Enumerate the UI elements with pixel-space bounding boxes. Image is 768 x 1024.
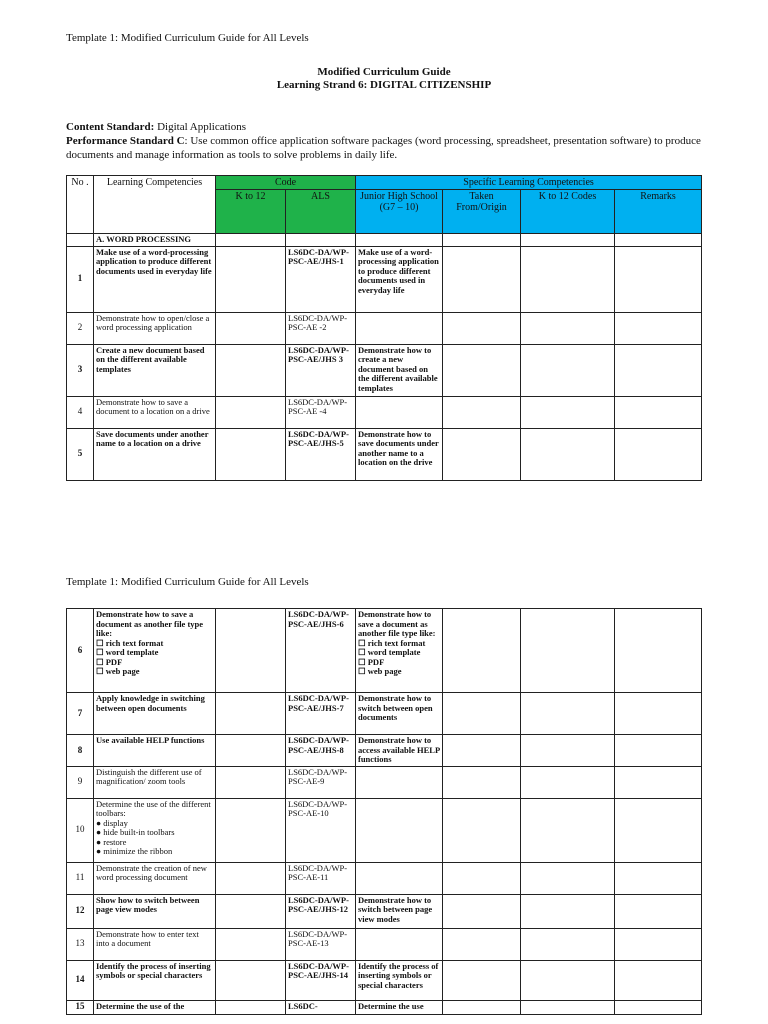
cell-learning-competency-text: Show how to switch between page view modes xyxy=(96,894,200,914)
cell-k12-codes xyxy=(521,396,615,428)
page-header-2: Template 1: Modified Curriculum Guide for All Levels xyxy=(66,576,309,588)
cell-k12 xyxy=(216,1000,286,1014)
option-item: ☐ rich text format xyxy=(96,637,164,648)
table-row xyxy=(67,312,702,344)
cell-learning-competency-text: Demonstrate the creation of new word processing document xyxy=(96,862,207,882)
table-row xyxy=(67,1000,702,1014)
cell-k12-codes xyxy=(521,312,615,344)
cell-als-code xyxy=(286,928,356,960)
cell-k12 xyxy=(216,693,286,735)
cell-no xyxy=(67,312,94,344)
cell-k12 xyxy=(216,766,286,798)
cell-learning-competency-text: Demonstrate how to enter text into a document xyxy=(96,928,199,948)
cell-k12 xyxy=(216,428,286,480)
cell-learning-competency xyxy=(94,894,216,928)
cell-no-text: 11 xyxy=(75,872,85,883)
cell-no-text: 1 xyxy=(77,273,83,284)
table-row xyxy=(67,396,702,428)
performance-standard xyxy=(66,134,706,162)
table-row xyxy=(67,735,702,767)
cell-no xyxy=(67,735,94,767)
table-row xyxy=(67,609,702,693)
cell-no xyxy=(67,960,94,1000)
cell-taken-from xyxy=(443,928,521,960)
cell-jhs xyxy=(356,928,443,960)
cell-jhs-text: Demonstrate how to switch between open documents xyxy=(358,693,433,722)
table-row xyxy=(67,894,702,928)
cell-learning-competency xyxy=(94,862,216,894)
cell-jhs xyxy=(356,766,443,798)
curriculum-table-2 xyxy=(66,608,702,1015)
cell-k12-codes xyxy=(521,428,615,480)
cell-learning-competency xyxy=(94,246,216,312)
cell-jhs xyxy=(356,735,443,767)
cell-no-text: 2 xyxy=(77,322,83,333)
cell-als-code xyxy=(286,428,356,480)
cell-k12-codes xyxy=(521,246,615,312)
cell-learning-competency xyxy=(94,312,216,344)
cell-als-code xyxy=(286,312,356,344)
cell-k12 xyxy=(216,960,286,1000)
cell-k12 xyxy=(216,344,286,396)
cell-k12-codes xyxy=(521,928,615,960)
document-title: Modified Curriculum Guide xyxy=(317,66,451,78)
cell-als-code xyxy=(286,396,356,428)
cell-no xyxy=(67,1000,94,1014)
cell-no-text: 9 xyxy=(77,776,83,787)
cell-no-text: 5 xyxy=(77,448,83,459)
cell-no-text: 14 xyxy=(75,974,85,985)
cell-jhs-text: Determine the use xyxy=(358,1000,424,1011)
cell-jhs xyxy=(356,693,443,735)
cell-als-code-text: LS6DC-DA/WP-PSC-AE/JHS-12 xyxy=(288,894,349,914)
cell-k12-codes xyxy=(521,1000,615,1014)
cell-k12-codes xyxy=(521,609,615,693)
cell-learning-competency-text: Determine the use of the different toolbars: xyxy=(96,798,211,818)
cell-jhs-text: Make use of a word-processing application to produce different documents used in everyday life xyxy=(358,246,439,295)
cell-taken-from xyxy=(443,735,521,767)
cell-no xyxy=(67,894,94,928)
cell-remarks xyxy=(615,396,702,428)
cell-learning-competency-text: Use available HELP functions xyxy=(96,735,205,745)
cell-remarks xyxy=(615,766,702,798)
cell-jhs-text: Demonstrate how to switch between page view modes xyxy=(358,894,433,924)
cell-learning-competency-text: Demonstrate how to save a document to a location on a drive xyxy=(96,396,210,416)
cell-k12 xyxy=(216,928,286,960)
cell-jhs xyxy=(356,246,443,312)
header-als: ALS xyxy=(286,190,356,234)
document-subtitle: Learning Strand 6: DIGITAL CITIZENSHIP xyxy=(276,79,492,91)
cell-learning-competency-text: Identify the process of inserting symbols or special characters xyxy=(96,960,211,980)
cell-jhs-text: Identify the process of inserting symbols or special characters xyxy=(358,960,439,990)
option-item: ☐ web page xyxy=(358,666,402,676)
curriculum-table-1 xyxy=(66,175,702,481)
cell-no-text: 3 xyxy=(77,364,83,375)
cell-learning-competency-text: Determine the use of the xyxy=(96,1000,185,1011)
cell-taken-from xyxy=(443,344,521,396)
cell-jhs xyxy=(356,428,443,480)
header-specific-lc: Specific Learning Competencies xyxy=(356,176,702,190)
cell-taken-from xyxy=(443,428,521,480)
cell-learning-competency xyxy=(94,609,216,693)
section-a-label: A. WORD PROCESSING xyxy=(94,234,216,247)
cell-remarks xyxy=(615,428,702,480)
cell-k12 xyxy=(216,862,286,894)
cell-taken-from xyxy=(443,960,521,1000)
cell-taken-from xyxy=(443,862,521,894)
cell-jhs xyxy=(356,960,443,1000)
cell-als-code xyxy=(286,766,356,798)
cell-learning-competency-text: Make use of a word-processing application to produce different documents used in everyday life xyxy=(96,246,212,276)
cell-learning-competency xyxy=(94,960,216,1000)
cell-als-code xyxy=(286,894,356,928)
cell-jhs-text: Demonstrate how to create a new document based on the different available templates xyxy=(358,344,438,393)
cell-no xyxy=(67,693,94,735)
header-code: Code xyxy=(216,176,356,190)
performance-standard-value: : Use common office application software packages (word processing, spreadsheet, presentation software) to produce documents and manage information as tools to solve problems in daily life. xyxy=(66,135,701,161)
cell-no-text: 6 xyxy=(77,644,83,655)
cell-als-code-text: LS6DC-DA/WP-PSC-AE/JHS-1 xyxy=(288,246,349,266)
cell-remarks xyxy=(615,960,702,1000)
cell-als-code-text: LS6DC-DA/WP-PSC-AE-11 xyxy=(288,862,348,882)
cell-remarks xyxy=(615,246,702,312)
cell-k12 xyxy=(216,894,286,928)
cell-remarks xyxy=(615,609,702,693)
cell-no-text: 7 xyxy=(77,707,83,718)
cell-no-text: 13 xyxy=(75,938,85,949)
cell-als-code-text: LS6DC-DA/WP-PSC-AE/JHS-14 xyxy=(288,960,349,980)
header-jhs: Junior High School (G7 – 10) xyxy=(356,190,443,234)
cell-k12-codes xyxy=(521,735,615,767)
cell-learning-competency xyxy=(94,428,216,480)
cell-no-text: 10 xyxy=(75,824,85,835)
header-no: No . xyxy=(67,176,94,234)
table-row xyxy=(67,960,702,1000)
cell-no xyxy=(67,798,94,862)
option-item: ● minimize the ribbon xyxy=(96,846,173,856)
cell-learning-competency-text: Create a new document based on the different available templates xyxy=(96,344,205,374)
table-row xyxy=(67,246,702,312)
cell-no xyxy=(67,246,94,312)
option-item: ☐ web page xyxy=(96,666,140,676)
cell-k12-codes xyxy=(521,344,615,396)
cell-als-code xyxy=(286,344,356,396)
cell-learning-competency xyxy=(94,396,216,428)
cell-no-text: 4 xyxy=(77,406,83,417)
cell-als-code-text: LS6DC-DA/WP-PSC-AE-13 xyxy=(288,928,348,948)
cell-als-code xyxy=(286,735,356,767)
cell-taken-from xyxy=(443,693,521,735)
cell-learning-competency xyxy=(94,928,216,960)
cell-remarks xyxy=(615,862,702,894)
cell-taken-from xyxy=(443,798,521,862)
cell-jhs-text: Demonstrate how to save a document as another file type like: xyxy=(358,609,436,638)
cell-learning-competency-text: Demonstrate how to open/close a word processing application xyxy=(96,312,210,332)
content-standard-value: Digital Applications xyxy=(157,121,246,133)
cell-als-code-text: LS6DC-DA/WP-PSC-AE/JHS-7 xyxy=(288,693,349,713)
cell-no xyxy=(67,862,94,894)
option-item: ☐ PDF xyxy=(358,656,385,667)
table-row xyxy=(67,928,702,960)
cell-als-code-text: LS6DC-DA/WP-PSC-AE-9 xyxy=(288,766,348,786)
cell-no xyxy=(67,609,94,693)
cell-k12-codes xyxy=(521,693,615,735)
cell-k12 xyxy=(216,609,286,693)
cell-learning-competency xyxy=(94,766,216,798)
cell-als-code-text: LS6DC-DA/WP-PSC-AE -4 xyxy=(288,396,348,416)
cell-als-code xyxy=(286,862,356,894)
cell-remarks xyxy=(615,798,702,862)
cell-remarks xyxy=(615,735,702,767)
cell-k12-codes xyxy=(521,894,615,928)
cell-learning-competency xyxy=(94,693,216,735)
cell-als-code-text: LS6DC-DA/WP-PSC-AE/JHS-5 xyxy=(288,428,349,448)
cell-taken-from xyxy=(443,396,521,428)
cell-taken-from xyxy=(443,1000,521,1014)
cell-jhs xyxy=(356,312,443,344)
table-row xyxy=(67,693,702,735)
cell-k12 xyxy=(216,312,286,344)
cell-learning-competency-text: Demonstrate how to save a document as another file type like: xyxy=(96,609,204,638)
content-standard xyxy=(66,120,706,134)
cell-als-code-text: LS6DC-DA/WP-PSC-AE/JHS-6 xyxy=(288,609,349,629)
content-standard-label: Content Standard: xyxy=(66,121,155,133)
cell-no-text: 12 xyxy=(75,905,85,916)
table-row xyxy=(67,428,702,480)
option-item: ☐ word template xyxy=(358,647,421,657)
cell-learning-competency-text: Save documents under another name to a location on a drive xyxy=(96,428,209,448)
cell-k12-codes xyxy=(521,798,615,862)
table-row xyxy=(67,766,702,798)
cell-k12-codes xyxy=(521,862,615,894)
cell-als-code xyxy=(286,609,356,693)
cell-jhs xyxy=(356,609,443,693)
cell-als-code xyxy=(286,798,356,862)
header-remarks: Remarks xyxy=(615,190,702,234)
cell-als-code-text: LS6DC-DA/WP-PSC-AE -2 xyxy=(288,312,348,332)
cell-als-code-text: LS6DC-DA/WP-PSC-AE-10 xyxy=(288,798,348,818)
cell-learning-competency xyxy=(94,735,216,767)
cell-learning-competency xyxy=(94,798,216,862)
performance-standard-label: Performance Standard C xyxy=(66,135,185,147)
header-k12-codes: K to 12 Codes xyxy=(521,190,615,234)
cell-no-text: 15 xyxy=(75,1001,85,1012)
option-item: ☐ word template xyxy=(96,647,159,657)
option-item: ● display xyxy=(96,817,128,828)
cell-no xyxy=(67,928,94,960)
cell-learning-competency xyxy=(94,344,216,396)
cell-learning-competency xyxy=(94,1000,216,1014)
cell-jhs xyxy=(356,344,443,396)
cell-als-code xyxy=(286,1000,356,1014)
cell-als-code-text: LS6DC-DA/WP-PSC-AE/JHS-8 xyxy=(288,735,349,755)
cell-no xyxy=(67,396,94,428)
cell-jhs-text: Demonstrate how to access available HELP functions xyxy=(358,735,440,764)
cell-jhs xyxy=(356,1000,443,1014)
table-row xyxy=(67,798,702,862)
cell-k12-codes xyxy=(521,766,615,798)
cell-remarks xyxy=(615,693,702,735)
cell-learning-competency-text: Distinguish the different use of magnification/ zoom tools xyxy=(96,766,202,786)
cell-als-code-text: LS6DC-DA/WP-PSC-AE/JHS 3 xyxy=(288,344,349,364)
cell-jhs xyxy=(356,894,443,928)
cell-jhs xyxy=(356,862,443,894)
cell-taken-from xyxy=(443,312,521,344)
header-k12: K to 12 xyxy=(216,190,286,234)
cell-taken-from xyxy=(443,609,521,693)
cell-remarks xyxy=(615,1000,702,1014)
cell-als-code xyxy=(286,693,356,735)
cell-k12 xyxy=(216,798,286,862)
cell-jhs xyxy=(356,396,443,428)
cell-als-code xyxy=(286,246,356,312)
option-item: ● restore xyxy=(96,836,127,847)
table-row xyxy=(67,344,702,396)
cell-k12 xyxy=(216,396,286,428)
option-item: ☐ PDF xyxy=(96,656,123,667)
cell-remarks xyxy=(615,312,702,344)
header-learning-competencies: Learning Competencies xyxy=(94,176,216,234)
cell-no-text: 8 xyxy=(77,744,83,755)
cell-jhs-text: Demonstrate how to save documents under another name to a location on the drive xyxy=(358,428,439,467)
cell-jhs xyxy=(356,798,443,862)
cell-k12 xyxy=(216,246,286,312)
cell-k12-codes xyxy=(521,960,615,1000)
cell-remarks xyxy=(615,928,702,960)
header-taken-from: Taken From/Origin xyxy=(443,190,521,234)
cell-no xyxy=(67,766,94,798)
cell-k12 xyxy=(216,735,286,767)
cell-taken-from xyxy=(443,894,521,928)
cell-remarks xyxy=(615,344,702,396)
cell-no xyxy=(67,344,94,396)
cell-remarks xyxy=(615,894,702,928)
cell-als-code xyxy=(286,960,356,1000)
cell-als-code-text: LS6DC- xyxy=(288,1000,318,1011)
option-item: ● hide built-in toolbars xyxy=(96,827,175,837)
cell-taken-from xyxy=(443,246,521,312)
cell-learning-competency-text: Apply knowledge in switching between open documents xyxy=(96,693,205,713)
table-row xyxy=(67,862,702,894)
cell-no xyxy=(67,428,94,480)
page-header: Template 1: Modified Curriculum Guide for All Levels xyxy=(66,32,309,44)
cell-taken-from xyxy=(443,766,521,798)
option-item: ☐ rich text format xyxy=(358,637,426,648)
